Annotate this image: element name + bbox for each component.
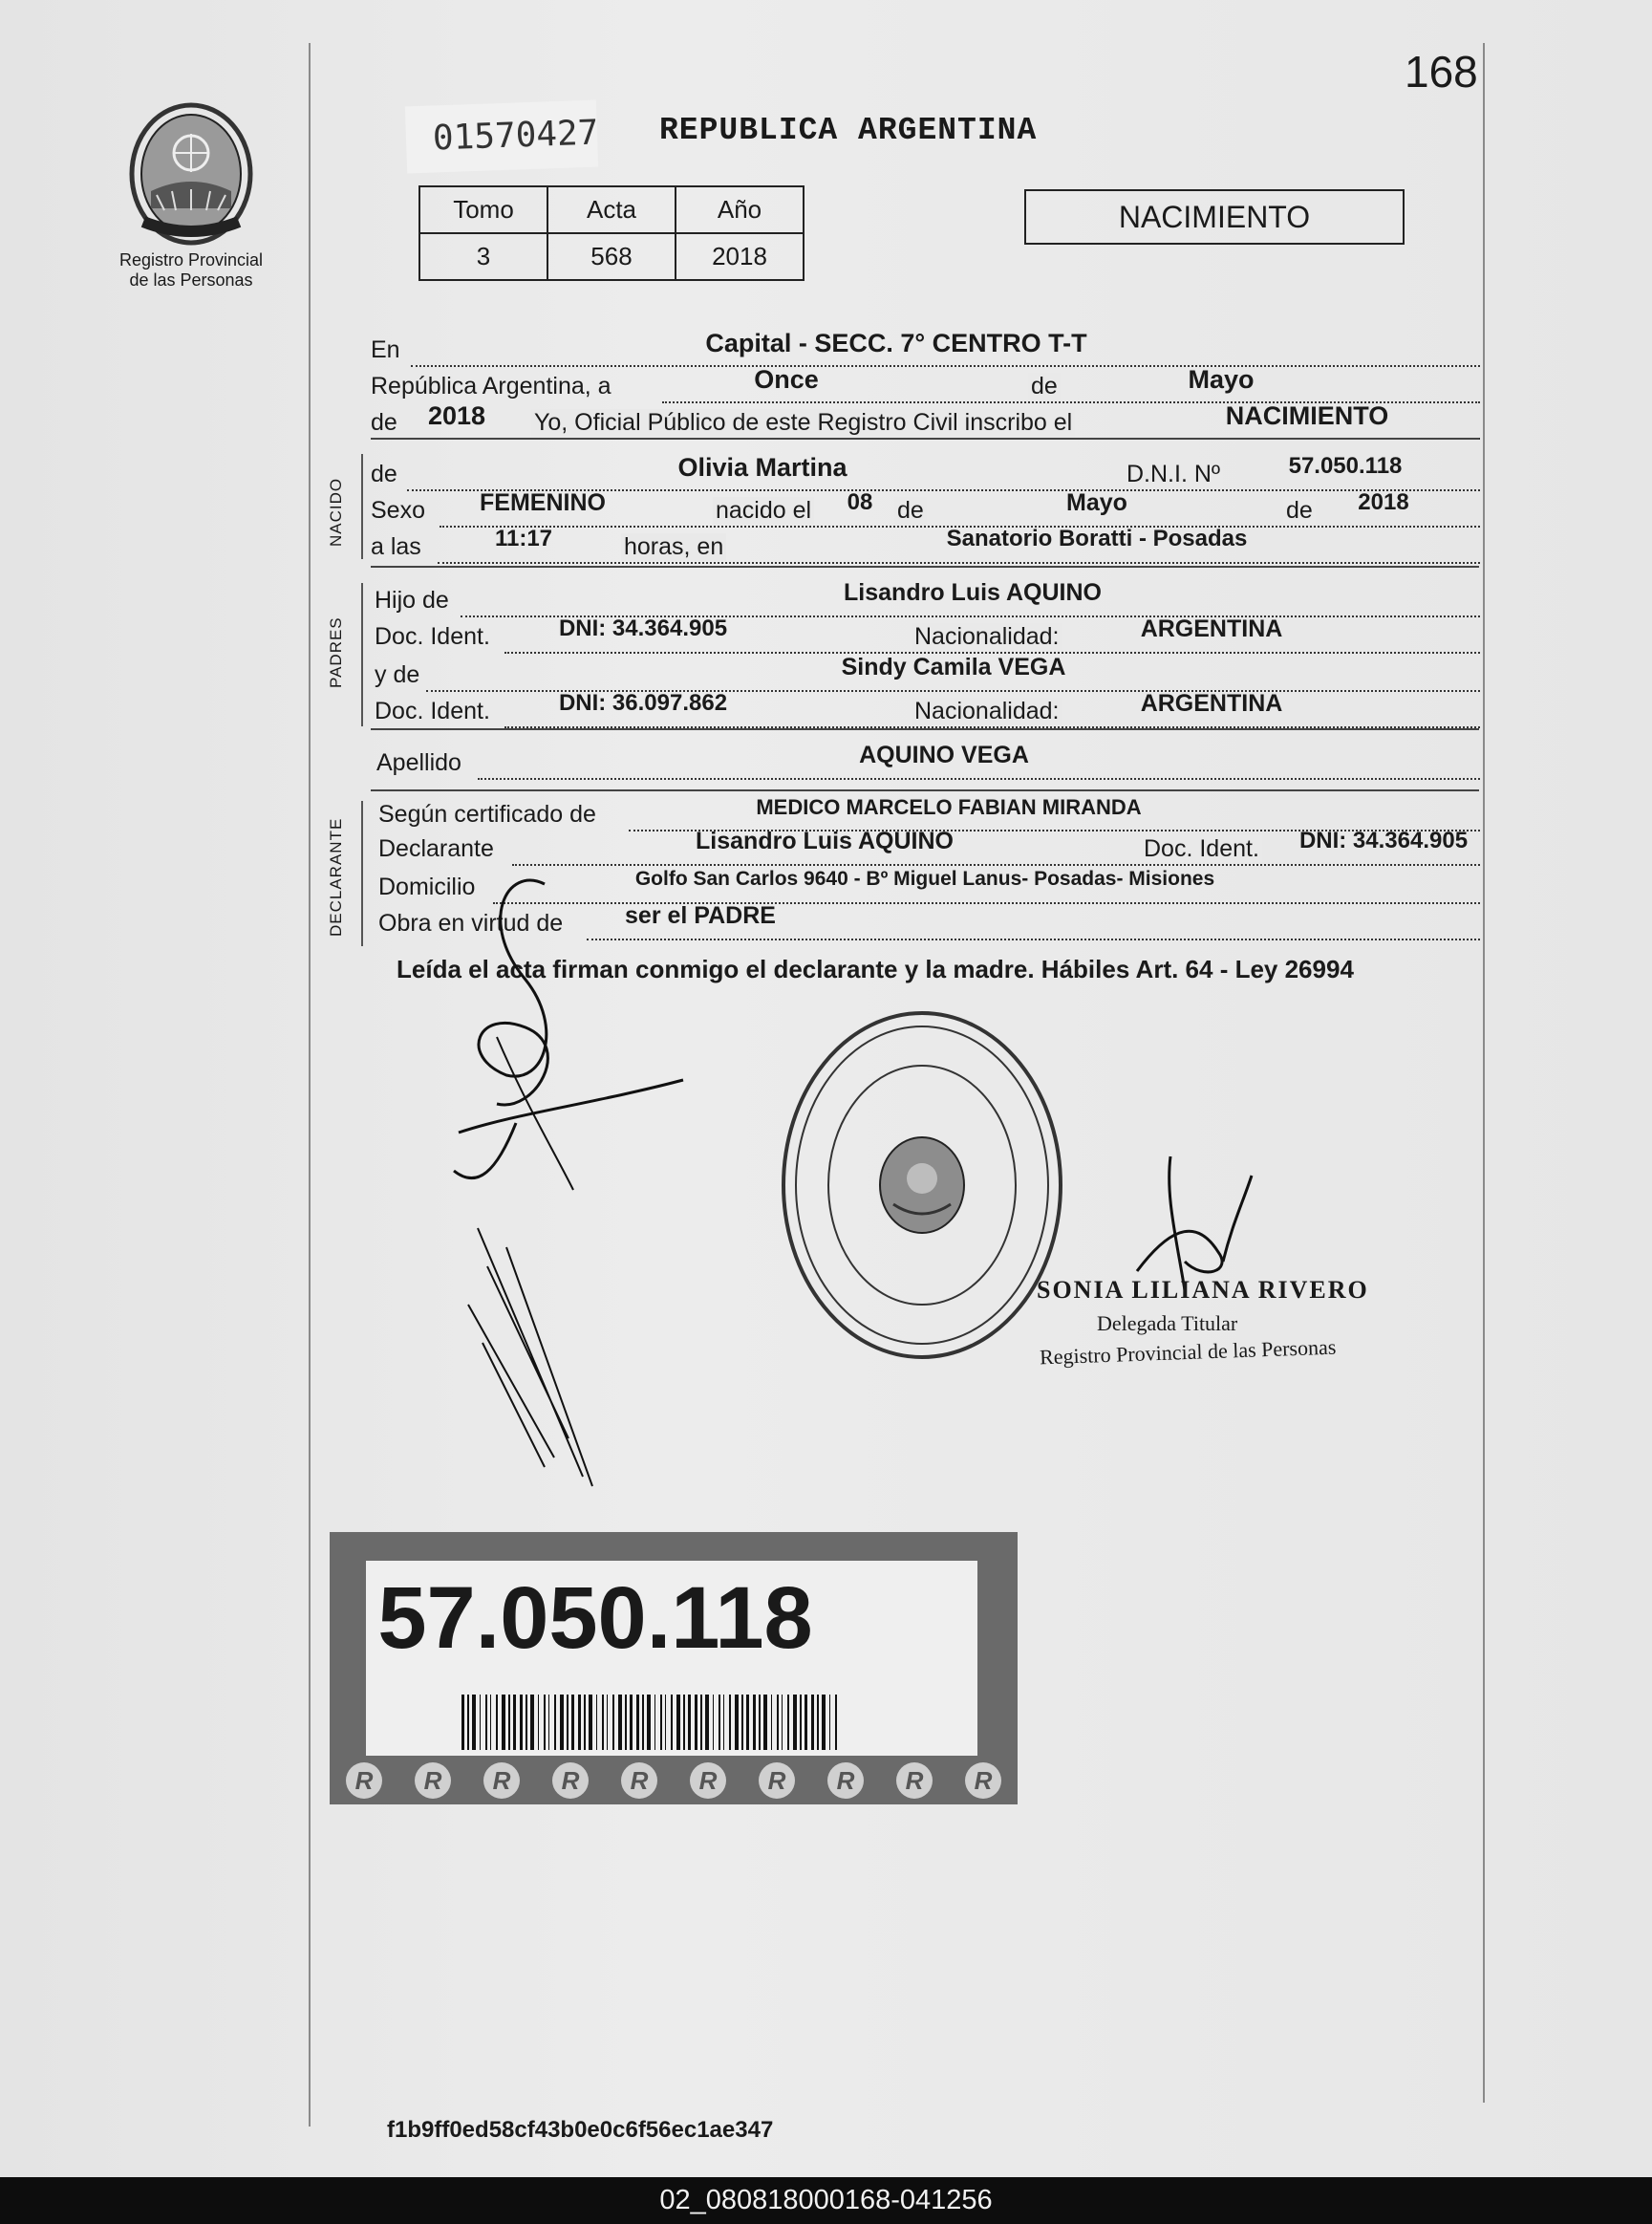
barcode-bar xyxy=(612,1695,614,1750)
row-father-doc xyxy=(371,615,1480,656)
barcode-bar xyxy=(787,1695,789,1750)
registry-caption xyxy=(91,250,291,291)
label-nac2: Nacionalidad: xyxy=(912,698,1062,725)
barcode-bar xyxy=(602,1695,604,1750)
barcode-bar xyxy=(480,1695,481,1750)
value-birth-month: Mayo xyxy=(1066,489,1127,516)
value-birth-time: 11:17 xyxy=(494,526,553,551)
padres-bracket xyxy=(361,583,363,726)
value-nac1: ARGENTINA xyxy=(1140,615,1283,642)
label-de-month: de xyxy=(894,497,927,525)
value-doc1: DNI: 34.364.905 xyxy=(558,615,728,641)
value-mother: Sindy Camila VEGA xyxy=(841,654,1066,680)
label-nacido-el: nacido el xyxy=(713,497,814,525)
barcode-bar xyxy=(835,1695,837,1750)
label-horas: horas, en xyxy=(621,533,726,561)
value-inscribo: NACIMIENTO xyxy=(1225,401,1389,430)
barcode-bar xyxy=(607,1695,608,1750)
province-crest-icon xyxy=(115,96,268,248)
value-month: Mayo xyxy=(1188,365,1255,394)
barcode-bar xyxy=(723,1695,724,1750)
section-nacido-label: NACIDO xyxy=(327,477,345,547)
registry-line-1: Registro Provincial xyxy=(118,250,264,270)
value-year: 2018 xyxy=(427,401,486,430)
label-nacido-de: de xyxy=(371,461,397,487)
barcode-bar xyxy=(660,1695,662,1750)
barcode-bar xyxy=(729,1695,731,1750)
document-hash: f1b9ff0ed58cf43b0e0c6f56ec1ae347 xyxy=(387,2117,774,2143)
label-dni: D.N.I. Nº xyxy=(1124,461,1223,488)
row-en xyxy=(371,329,1480,369)
r-mark-icon: R xyxy=(896,1762,933,1799)
barcode-bar xyxy=(700,1695,702,1750)
barcode-bar xyxy=(771,1695,772,1750)
label-hijo-de: Hijo de xyxy=(375,587,449,614)
registry-line-2: de las Personas xyxy=(129,270,253,290)
official-role: Delegada Titular xyxy=(1097,1311,1238,1335)
official-stamp xyxy=(779,1008,1065,1362)
row-apellido xyxy=(371,742,1480,782)
row-mother-doc xyxy=(371,690,1480,730)
record-table xyxy=(418,185,805,281)
label-doc1: Doc. Ident. xyxy=(375,623,490,650)
acta-header: Acta xyxy=(547,186,676,233)
label-obra: Obra en virtud de xyxy=(378,910,564,937)
value-domicilio: Golfo San Carlos 9640 - Bº Miguel Lanus- Posadas- Misiones xyxy=(634,868,1215,890)
barcode-bar xyxy=(753,1695,756,1750)
value-sexo: FEMENINO xyxy=(480,489,606,516)
barcode-bar xyxy=(560,1695,564,1750)
barcode-bar xyxy=(485,1695,487,1750)
barcode-bar xyxy=(822,1695,826,1750)
r-mark-icon: R xyxy=(690,1762,726,1799)
label-domicilio: Domicilio xyxy=(378,874,476,900)
row-declarante xyxy=(371,828,1480,868)
barcode-bar xyxy=(520,1695,523,1750)
barcode-bar xyxy=(589,1695,592,1750)
row-fecha xyxy=(371,365,1480,405)
label-y-de: y de xyxy=(375,661,420,688)
value-day-words: Once xyxy=(754,365,819,394)
barcode-bar xyxy=(705,1695,709,1750)
dni-number: 57.050.118 xyxy=(377,1569,813,1667)
footer-code: 02_080818000168-041256 xyxy=(0,2177,1652,2224)
label-doc-declarante: Doc. Ident. xyxy=(1141,835,1262,863)
row-father xyxy=(371,579,1480,619)
row-nombre xyxy=(371,453,1480,493)
anio-value: 2018 xyxy=(676,233,804,280)
barcode-bar xyxy=(647,1695,651,1750)
value-nac2: ARGENTINA xyxy=(1140,690,1283,717)
r-strip xyxy=(330,1757,1018,1804)
barcode-bar xyxy=(571,1695,574,1750)
barcode-bar xyxy=(513,1695,516,1750)
barcode-bar xyxy=(554,1695,556,1750)
barcode-bar xyxy=(713,1695,714,1750)
value-child-dni: 57.050.118 xyxy=(1288,453,1403,479)
value-father: Lisandro Luis AQUINO xyxy=(844,579,1102,606)
r-mark-icon: R xyxy=(483,1762,520,1799)
barcode-bar xyxy=(763,1695,767,1750)
label-de-year: de xyxy=(1283,497,1316,525)
barcode-bar xyxy=(759,1695,761,1750)
label-declarante: Declarante xyxy=(378,835,494,862)
barcode-bar xyxy=(829,1695,830,1750)
barcode-bar xyxy=(735,1695,739,1750)
barcode-bar xyxy=(676,1695,680,1750)
barcode-bar xyxy=(642,1695,644,1750)
barcode-bar xyxy=(671,1695,673,1750)
r-mark-icon: R xyxy=(827,1762,864,1799)
section-divider xyxy=(371,438,1479,440)
barcode xyxy=(461,1695,844,1750)
label-sexo: Sexo xyxy=(371,497,425,524)
official-office: Registro Provincial de las Personas xyxy=(1039,1334,1337,1370)
declarant-signature xyxy=(440,865,707,1515)
barcode-bar xyxy=(630,1695,633,1750)
serial-number-stamp: 01570427 xyxy=(405,100,598,174)
r-mark-icon: R xyxy=(415,1762,451,1799)
barcode-bar xyxy=(567,1695,569,1750)
barcode-bar xyxy=(746,1695,749,1750)
barcode-bar xyxy=(800,1695,802,1750)
barcode-bar xyxy=(548,1695,549,1750)
nacido-bracket xyxy=(361,454,363,559)
section-declarante-label: DECLARANTE xyxy=(327,817,345,937)
label-en: En xyxy=(371,336,400,363)
row-inscribo xyxy=(371,401,1480,442)
r-mark-icon: R xyxy=(621,1762,657,1799)
legal-note: Leída el acta firman conmigo el declarante y la madre. Hábiles Art. 64 - Ley 26994 xyxy=(397,955,1354,983)
barcode-bar xyxy=(618,1695,622,1750)
value-declarante: Lisandro Luis AQUINO xyxy=(696,828,954,854)
barcode-bar xyxy=(654,1695,655,1750)
barcode-bar xyxy=(719,1695,720,1750)
section-divider xyxy=(371,728,1479,730)
row-sexo xyxy=(371,489,1480,529)
value-doc2: DNI: 36.097.862 xyxy=(558,690,728,716)
document-title: REPUBLICA ARGENTINA xyxy=(659,113,1038,148)
barcode-bar xyxy=(683,1695,685,1750)
left-margin-line xyxy=(309,43,311,2127)
label-de2: de xyxy=(371,409,397,436)
anio-header: Año xyxy=(676,186,804,233)
r-mark-icon: R xyxy=(965,1762,1001,1799)
value-obra: ser el PADRE xyxy=(625,902,776,929)
barcode-bar xyxy=(578,1695,581,1750)
section-padres-label: PADRES xyxy=(327,616,345,688)
barcode-bar xyxy=(461,1695,464,1750)
row-mother xyxy=(371,654,1480,694)
label-certificado: Según certificado de xyxy=(378,801,596,828)
r-mark-icon: R xyxy=(346,1762,382,1799)
barcode-bar xyxy=(596,1695,597,1750)
value-birth-place: Sanatorio Boratti - Posadas xyxy=(946,526,1248,551)
barcode-bar xyxy=(467,1695,469,1750)
barcode-bar xyxy=(688,1695,691,1750)
label-nac1: Nacionalidad: xyxy=(912,623,1062,651)
barcode-bar xyxy=(508,1695,510,1750)
tomo-value: 3 xyxy=(419,233,547,280)
page-number: 168 xyxy=(1405,47,1478,97)
barcode-bar xyxy=(811,1695,814,1750)
barcode-bar xyxy=(584,1695,586,1750)
value-birth-day: 08 xyxy=(847,489,873,515)
r-mark-icon: R xyxy=(552,1762,589,1799)
barcode-bar xyxy=(502,1695,505,1750)
r-mark-icon: R xyxy=(759,1762,795,1799)
label-inscribo: Yo, Oficial Público de este Registro Civil inscribo el xyxy=(531,409,1075,437)
barcode-bar xyxy=(496,1695,498,1750)
label-republica: República Argentina, a xyxy=(371,373,611,399)
label-de: de xyxy=(1028,373,1061,400)
right-margin-line xyxy=(1483,43,1485,2103)
value-en: Capital - SECC. 7° CENTRO T-T xyxy=(705,329,1087,357)
declarante-bracket xyxy=(361,801,363,946)
label-alas: a las xyxy=(371,533,421,560)
barcode-bar xyxy=(472,1695,476,1750)
barcode-bar xyxy=(793,1695,797,1750)
barcode-bar xyxy=(695,1695,697,1750)
record-type-box: NACIMIENTO xyxy=(1024,189,1405,245)
barcode-bar xyxy=(544,1695,546,1750)
value-apellido: AQUINO VEGA xyxy=(859,742,1029,768)
barcode-bar xyxy=(526,1695,527,1750)
row-hora xyxy=(371,526,1480,566)
barcode-bar xyxy=(625,1695,627,1750)
value-certificado: MEDICO MARCELO FABIAN MIRANDA xyxy=(756,795,1142,819)
dni-label-block xyxy=(330,1532,1018,1804)
barcode-bar xyxy=(636,1695,639,1750)
label-apellido: Apellido xyxy=(376,749,461,776)
value-doc-declarante: DNI: 34.364.905 xyxy=(1298,828,1469,853)
barcode-bar xyxy=(782,1695,783,1750)
barcode-bar xyxy=(805,1695,807,1750)
barcode-bar xyxy=(530,1695,534,1750)
dni-label-inner xyxy=(366,1561,977,1756)
barcode-bar xyxy=(538,1695,539,1750)
value-birth-year: 2018 xyxy=(1358,489,1409,515)
barcode-bar xyxy=(665,1695,666,1750)
barcode-bar xyxy=(741,1695,743,1750)
acta-value: 568 xyxy=(547,233,676,280)
tomo-header: Tomo xyxy=(419,186,547,233)
official-name: SONIA LILIANA RIVERO xyxy=(1037,1276,1369,1304)
barcode-bar xyxy=(777,1695,779,1750)
section-divider xyxy=(371,566,1479,568)
value-child-name: Olivia Martina xyxy=(677,453,847,482)
barcode-bar xyxy=(490,1695,491,1750)
barcode-bar xyxy=(817,1695,819,1750)
label-doc2: Doc. Ident. xyxy=(375,698,490,724)
section-divider xyxy=(371,789,1479,791)
